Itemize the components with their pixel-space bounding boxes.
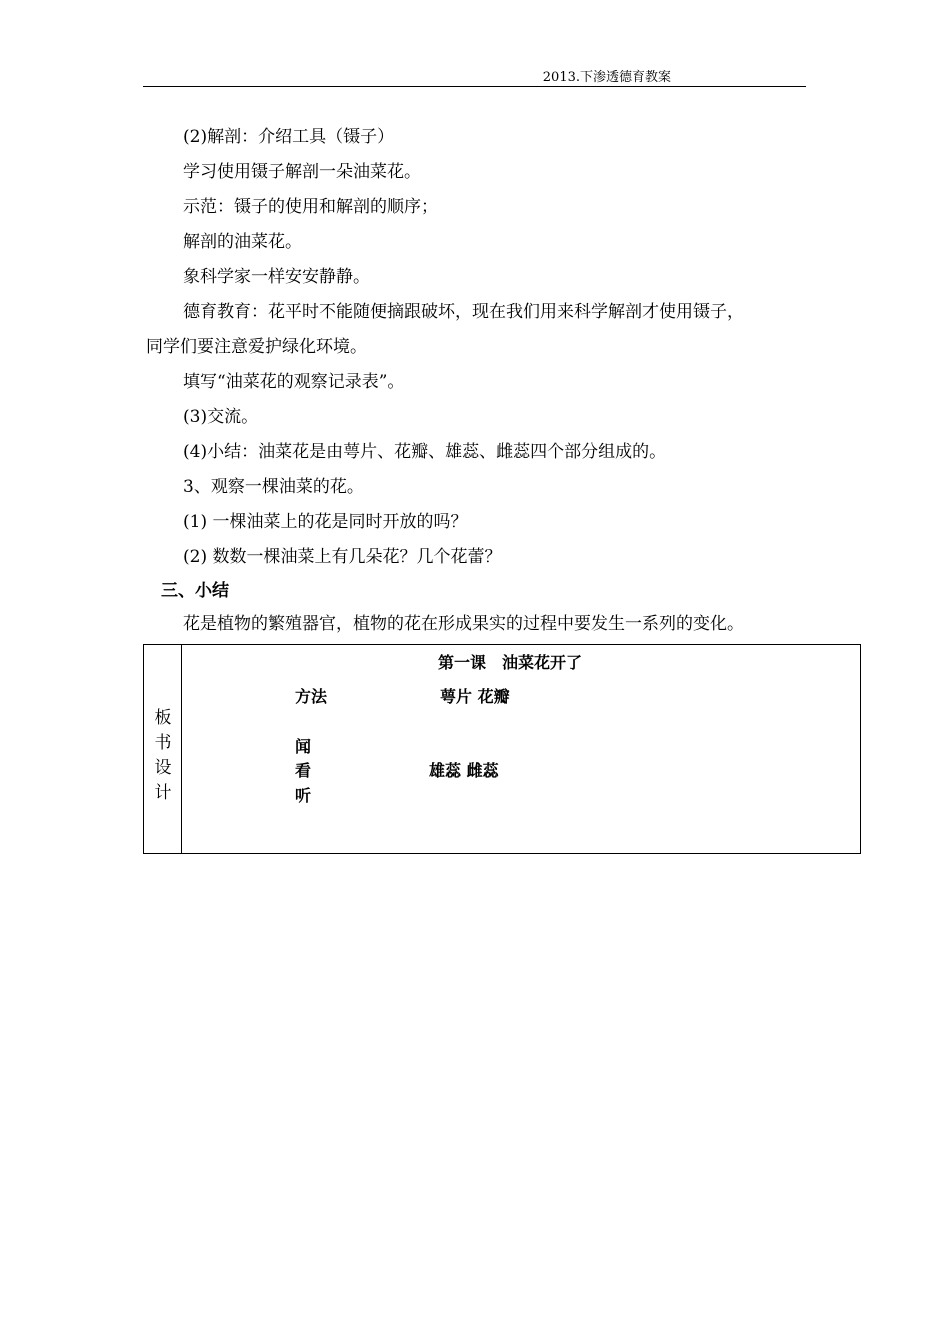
- board-title: 第一课 油菜花开了: [438, 653, 583, 672]
- board-label-char: 书: [154, 733, 172, 753]
- board-label-char: 计: [154, 783, 172, 803]
- summary-text: 花是植物的繁殖器官，植物的花在形成果实的过程中要发生一系列的变化。: [183, 614, 744, 634]
- text-line: 示范：镊子的使用和解剖的顺序；: [183, 197, 438, 217]
- board-parts-bottom: 雄蕊 雌蕊: [429, 761, 499, 780]
- text-line: 3、观察一棵油菜的花。: [183, 477, 364, 497]
- text-line: (4)小结：油菜花是由萼片、花瓣、雄蕊、雌蕊四个部分组成的。: [183, 442, 667, 462]
- header-text: 2013.下渗透德育教案: [542, 70, 671, 85]
- board-label-cell: [144, 645, 182, 853]
- text-line: 象科学家一样安安静静。: [183, 267, 370, 287]
- text-line: 德育教育：花平时不能随便摘跟破坏，现在我们用来科学解剖才使用镊子，: [183, 302, 744, 322]
- board-method: 方法: [295, 687, 328, 706]
- text-line: (2) 数数一棵油菜上有几朵花？几个花蕾？: [183, 547, 502, 567]
- board-label-char: 板: [154, 708, 172, 728]
- blackboard-design-table: [143, 644, 861, 854]
- text-line: (1) 一棵油菜上的花是同时开放的吗？: [183, 512, 468, 532]
- text-line: (2)解剖：介绍工具（镊子）: [183, 127, 395, 147]
- board-label-char: 设: [154, 758, 172, 778]
- board-sense: 听: [295, 786, 312, 805]
- board-parts-top: 萼片 花瓣: [440, 687, 510, 706]
- text-line: 学习使用镊子解剖一朵油菜花。: [183, 162, 421, 182]
- page-header: [143, 64, 806, 87]
- text-line: (3)交流。: [183, 407, 259, 427]
- text-line: 填写“油菜花的观察记录表”。: [183, 372, 405, 392]
- board-sense: 看: [295, 761, 312, 780]
- text-line: 解剖的油菜花。: [183, 232, 302, 252]
- board-sense: 闻: [295, 737, 312, 756]
- section-title: 三、小结: [161, 581, 229, 601]
- text-line: 同学们要注意爱护绿化环境。: [146, 337, 367, 357]
